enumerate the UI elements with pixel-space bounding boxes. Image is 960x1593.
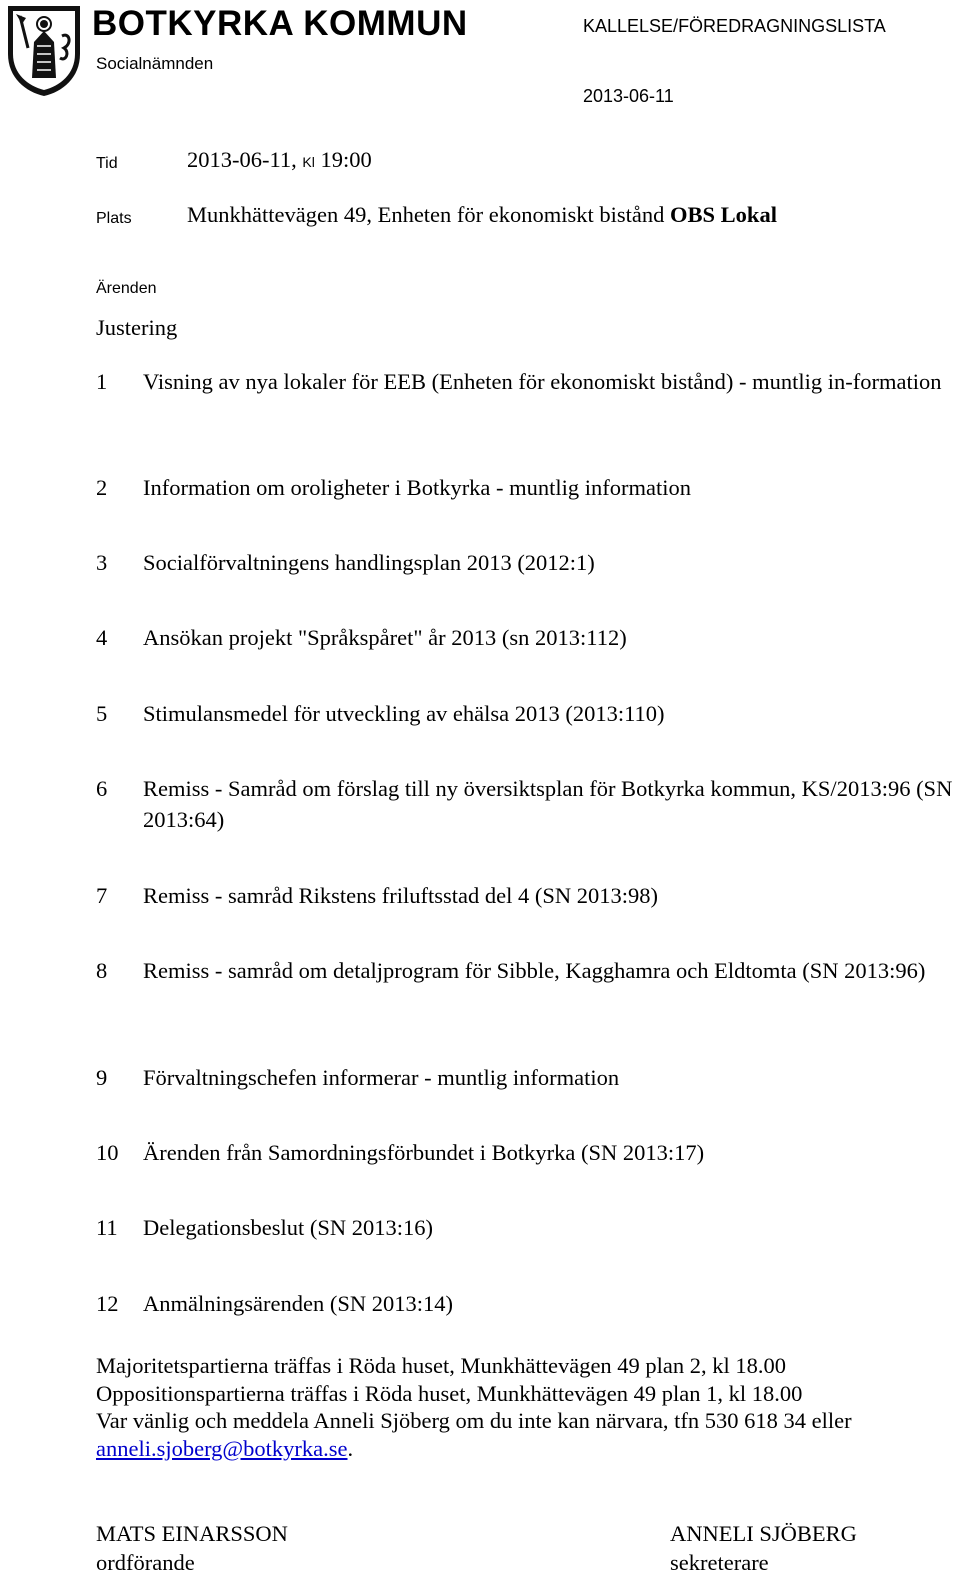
kl-label: Kl	[302, 154, 315, 170]
agenda-item	[96, 880, 956, 911]
agenda-item-text: Ärenden från Samordningsförbundet i Botkyrka (SN 2013:17)	[143, 1140, 705, 1165]
agenda-item-text: Ansökan projekt "Språkspåret" år 2013 (sn 2013:112)	[143, 625, 627, 650]
coat-of-arms-icon	[4, 2, 84, 98]
majority-note: Majoritetspartierna träffas i Röda huset, Munkhättevägen 49 plan 2, kl 18.00	[96, 1353, 787, 1378]
agenda-item-number: 7	[96, 883, 108, 908]
email-link[interactable]: anneli.sjoberg@botkyrka.se	[96, 1435, 348, 1461]
agenda-item-text: Information om oroligheter i Botkyrka - muntlig information	[143, 475, 692, 500]
agenda-item-text: Socialförvaltningens handlingsplan 2013 (2012:1)	[143, 550, 595, 575]
footer-notes	[96, 1352, 916, 1462]
agenda-item-text: Remiss - samråd om detaljprogram för Sibble, Kagghamra och Eldtomta (SN 2013:96)	[143, 958, 926, 983]
department-name: Socialnämnden	[96, 54, 214, 73]
chair-role: ordförande	[96, 1550, 195, 1575]
agenda-item-number: 10	[96, 1140, 119, 1165]
agenda-item	[96, 955, 956, 986]
agenda-item	[96, 698, 956, 729]
agenda-item-number: 12	[96, 1291, 119, 1316]
signature-secretary	[670, 1519, 857, 1577]
attendance-note	[96, 1407, 916, 1462]
agenda-item-number: 3	[96, 550, 108, 575]
agenda-item	[96, 1212, 956, 1243]
agenda-item-text: Visning av nya lokaler för EEB (Enheten för ekonomiskt bistånd) - muntlig in-formation	[143, 369, 942, 394]
chair-name: MATS EINARSSON	[96, 1521, 288, 1546]
agenda-item-number: 1	[96, 369, 108, 394]
justering-heading: Justering	[96, 315, 178, 340]
signature-chair	[96, 1519, 288, 1577]
document-type: KALLELSE/FÖREDRAGNINGSLISTA	[583, 16, 886, 36]
secretary-role: sekreterare	[670, 1550, 769, 1575]
time-label: Tid	[96, 155, 118, 172]
agenda-item-number: 6	[96, 776, 108, 801]
agenda-item-text: Förvaltningschefen informerar - muntlig information	[143, 1065, 620, 1090]
agenda-item	[96, 622, 956, 653]
agenda-item-text: Delegationsbeslut (SN 2013:16)	[143, 1215, 433, 1240]
agenda-item	[96, 472, 956, 503]
agenda-item-text: Stimulansmedel för utveckling av ehälsa 2013 (2013:110)	[143, 701, 665, 726]
secretary-name: ANNELI SJÖBERG	[670, 1521, 857, 1546]
organization-name: BOTKYRKA KOMMUN	[92, 4, 468, 43]
agenda-item	[96, 366, 956, 397]
agenda-item-number: 9	[96, 1065, 108, 1090]
meeting-place	[187, 202, 777, 228]
agenda-item	[96, 1288, 956, 1319]
agenda-item-text: Anmälningsärenden (SN 2013:14)	[143, 1291, 453, 1316]
agenda-item-number: 2	[96, 475, 108, 500]
meeting-date: 2013-06-11,	[187, 147, 297, 172]
document-date: 2013-06-11	[583, 86, 674, 106]
agenda-item-number: 4	[96, 625, 108, 650]
agenda-item	[96, 1137, 956, 1168]
place-label: Plats	[96, 210, 132, 227]
agenda-item-number: 5	[96, 701, 108, 726]
attendance-period: .	[347, 1435, 354, 1461]
agenda-item-text: Remiss - samråd Rikstens friluftsstad del 4 (SN 2013:98)	[143, 883, 658, 908]
agenda-item-number: 8	[96, 958, 108, 983]
place-text: Munkhättevägen 49, Enheten för ekonomiskt bistånd	[187, 202, 665, 227]
agenda-item-number: 11	[96, 1215, 118, 1240]
agenda-item	[96, 547, 956, 578]
agenda-label: Ärenden	[96, 280, 157, 297]
attendance-text: Var vänlig och meddela Anneli Sjöberg om du inte kan närvara, tfn 530 618 34 eller	[96, 1408, 852, 1433]
agenda-item	[96, 1062, 956, 1093]
meeting-time	[187, 147, 372, 173]
place-notice: OBS Lokal	[670, 202, 777, 227]
opposition-note: Oppositionspartierna träffas i Röda huset, Munkhättevägen 49 plan 1, kl 18.00	[96, 1380, 803, 1406]
meeting-clock: 19:00	[320, 147, 372, 172]
agenda-item-text: Remiss - Samråd om förslag till ny översiktsplan för Botkyrka kommun, KS/2013:96 (SN 2013:64)	[143, 776, 953, 832]
agenda-item	[96, 773, 956, 835]
